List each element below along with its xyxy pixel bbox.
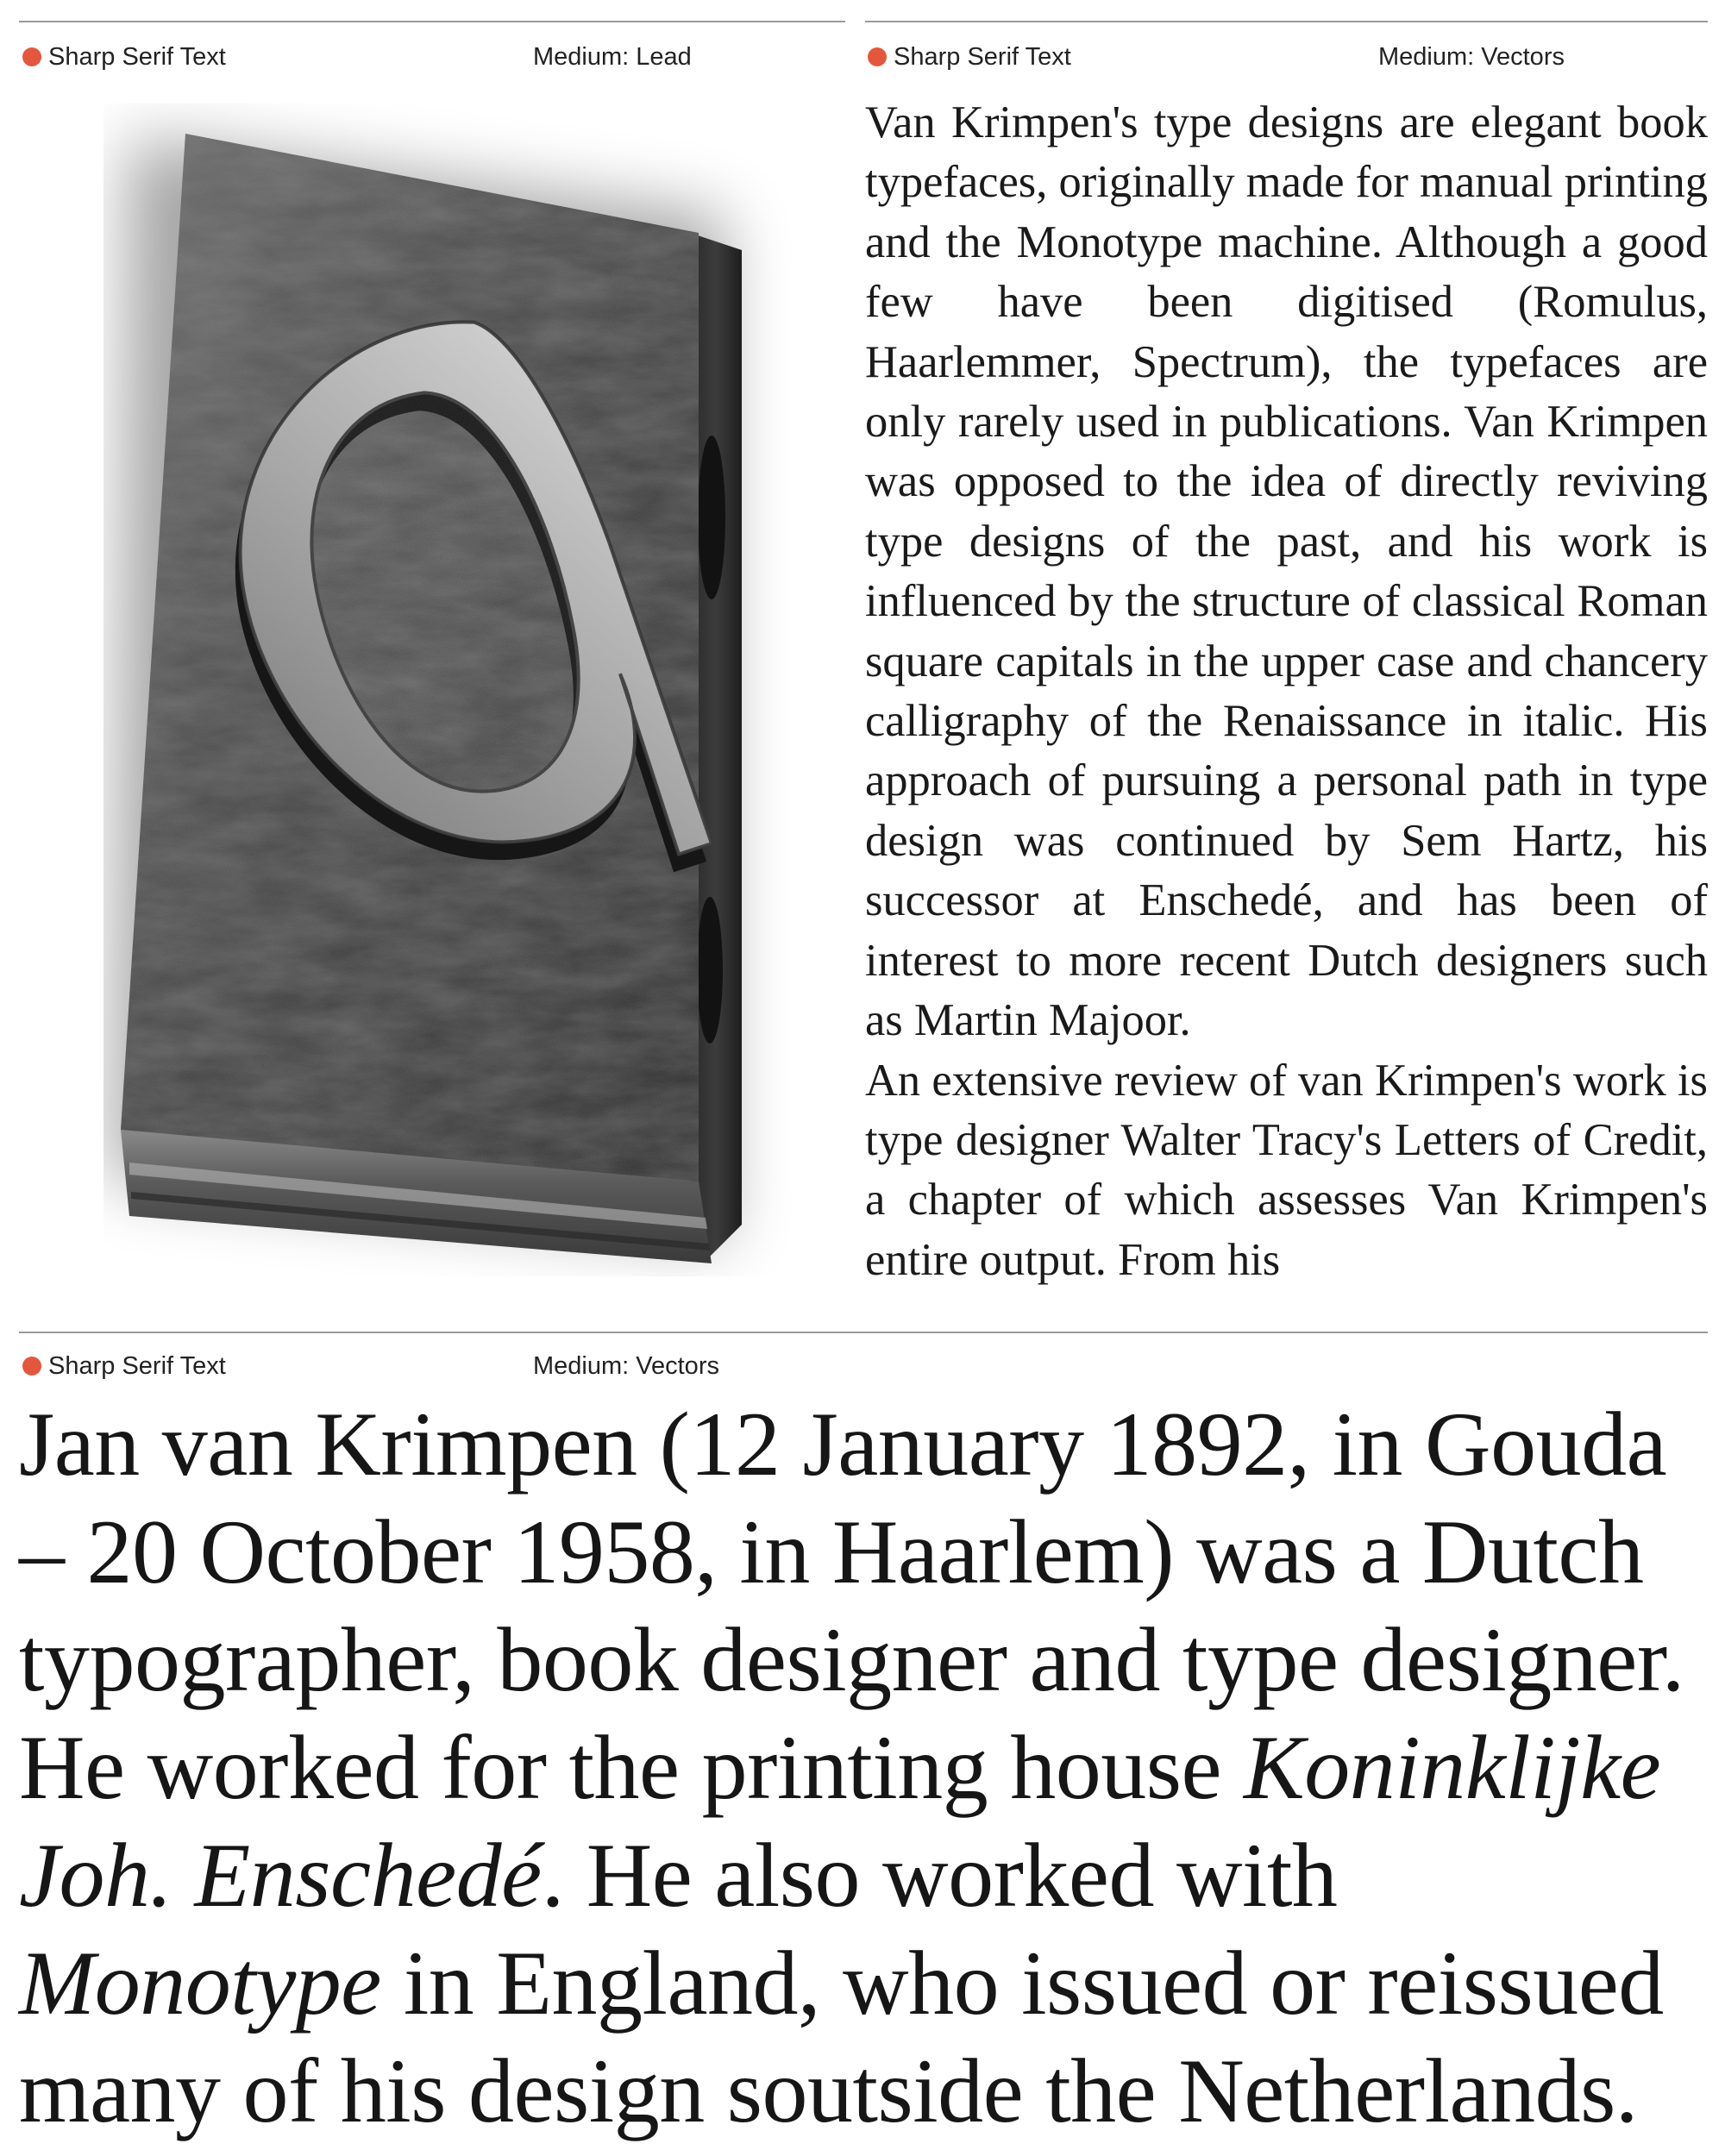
lead-type-block-image (104, 103, 811, 1276)
top-left-rule (19, 21, 845, 22)
accent-dot-icon (22, 1357, 41, 1376)
large-text-part-1: Jan van Krimpen (12 January 1892, in Gouda – 20 October 1958, in Haarlem) was a Dutch typographer, book designer and type designer. He worked for the printing house (19, 1394, 1684, 1818)
large-text-part-3: in England, who issued or reissued many of his design soutside the Netherlands. (19, 1933, 1664, 2141)
bottom-large-text (19, 1390, 1709, 2145)
top-left-medium: Medium: Lead (533, 43, 692, 71)
body-paragraph-1: Van Krimpen's type designs are elegant book typefaces, originally made for manual printing and the Monotype machine. Although a good few have been digitised (Romulus, Haarlemmer, Spectrum), the typefaces are only rarely used in publications. Van Krimpen was opposed to the idea of directly reviving type designs of the past, and his work is influenced by the structure of classical Roman square capitals in the upper case and chancery calligraphy of the Renaissance in italic. His approach of pursuing a personal path in type design was continued by Sem Hartz, his successor at Enschedé, and has been of interest to more recent Dutch designers such as Martin Majoor. (865, 97, 1708, 1046)
large-text-italic-monotype: Monotype (19, 1933, 381, 2034)
accent-dot-icon (868, 47, 887, 66)
top-right-label-row (868, 43, 1708, 78)
bottom-category (22, 1352, 226, 1381)
large-paragraph (19, 1390, 1709, 2145)
top-right-rule (865, 21, 1708, 22)
bottom-rule (19, 1332, 1708, 1333)
top-right-category (868, 43, 1071, 72)
top-right-category-label: Sharp Serif Text (894, 43, 1071, 71)
top-left-label-row (22, 43, 845, 78)
top-right-medium: Medium: Vectors (1378, 43, 1565, 71)
bottom-medium: Medium: Vectors (533, 1352, 719, 1380)
bottom-category-label: Sharp Serif Text (48, 1352, 226, 1380)
body-paragraph-2: An extensive review of van Krimpen's work is type designer Walter Tracy's Letters of Credit, a chapter of which assesses Van Krimpen's entire output. From his (865, 1055, 1708, 1285)
top-left-category-label: Sharp Serif Text (48, 43, 226, 71)
top-left-category (22, 43, 226, 72)
accent-dot-icon (22, 47, 41, 66)
bottom-label-row (22, 1352, 1708, 1387)
large-text-part-2: . He also worked with (541, 1825, 1338, 1926)
large-text-italic-enschede: Koninklijke Joh. Enschedé (19, 1717, 1661, 1926)
top-right-body-text (865, 93, 1708, 1290)
